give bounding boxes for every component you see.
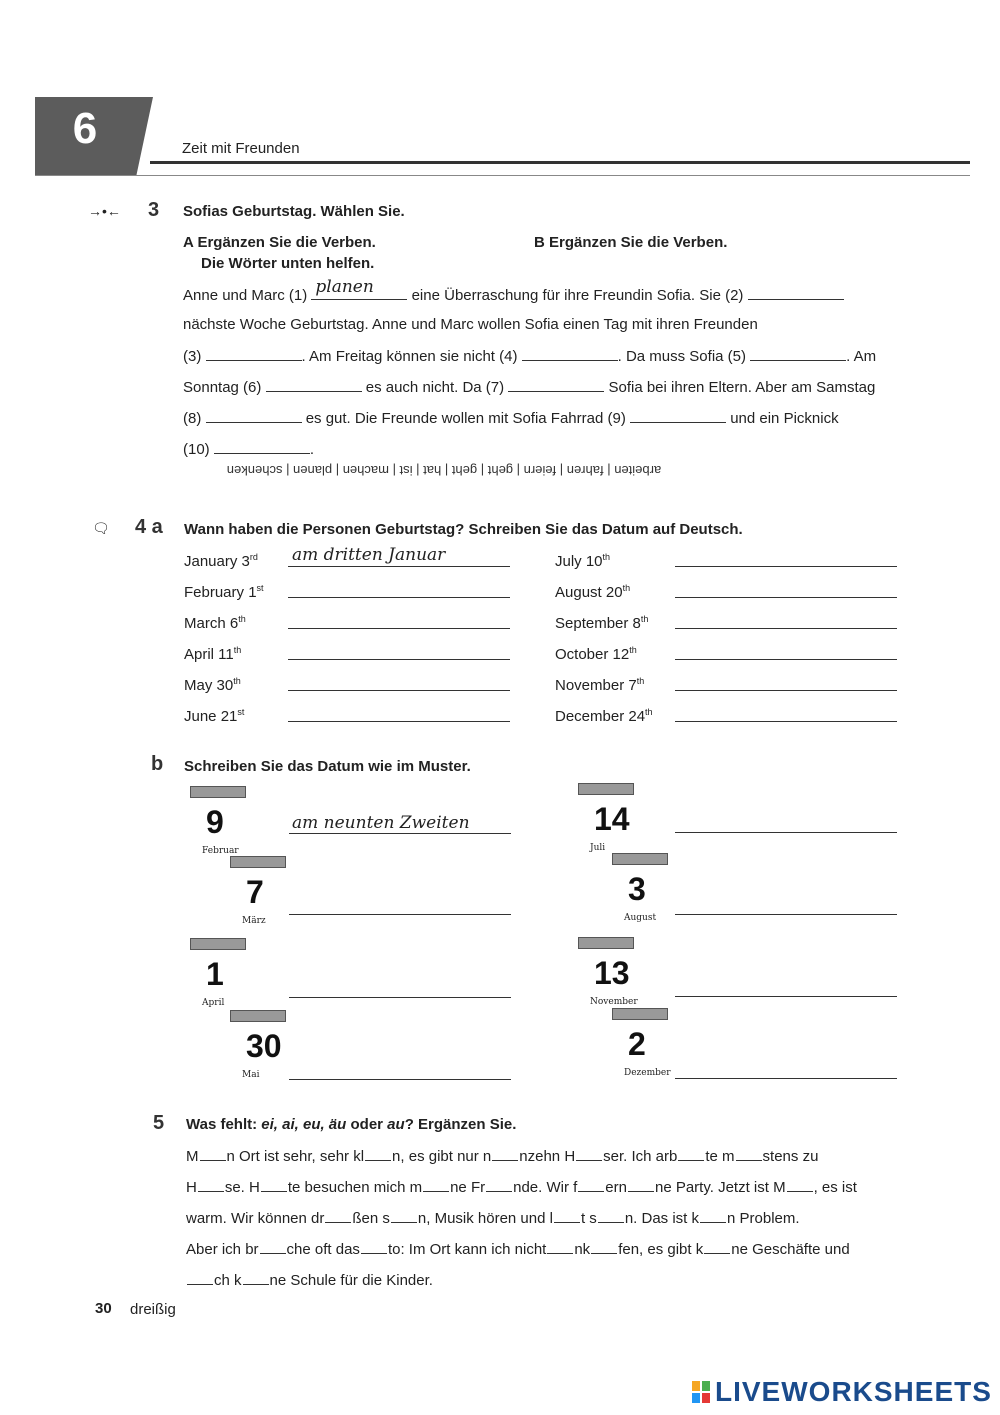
task3-option-a-hint: Die Wörter unten helfen.	[201, 255, 375, 272]
date-label	[184, 552, 258, 570]
vowel-blank[interactable]	[598, 1208, 624, 1223]
date-month: February 1	[184, 584, 257, 601]
vowel-blank[interactable]	[554, 1208, 580, 1223]
calendar-tab	[612, 853, 668, 865]
text-segment: n, es gibt nur n	[392, 1148, 492, 1165]
header-rule	[150, 161, 970, 164]
date-label	[184, 707, 244, 725]
vowel-blank[interactable]	[547, 1239, 573, 1254]
text-segment: stens zu	[762, 1148, 819, 1165]
text: eine Überraschung für ihre Freundin Sofia. Sie (2)	[411, 287, 744, 304]
calendar-month: März	[242, 916, 266, 926]
blank-4[interactable]	[522, 346, 618, 361]
text-segment: se. H	[224, 1179, 260, 1196]
calendar-day: 9	[206, 804, 224, 840]
date-label	[555, 676, 644, 694]
text-segment: nk	[574, 1241, 591, 1258]
calendar-tab	[230, 1010, 286, 1022]
task3-line4	[183, 377, 875, 396]
text-segment: nzehn H	[519, 1148, 576, 1165]
calendar-month: November	[590, 997, 638, 1007]
calendar-icon	[578, 937, 658, 1007]
speech-icon: 🗨	[92, 520, 110, 536]
answer-line[interactable]	[675, 659, 897, 660]
brand-name: LIVEWORKSHEETS	[715, 1376, 992, 1407]
calendar-tab	[578, 783, 634, 795]
date-label	[555, 583, 630, 601]
header-rule-thin	[35, 175, 970, 176]
vowel-blank[interactable]	[704, 1239, 730, 1254]
vowel-blank[interactable]	[486, 1177, 512, 1192]
text-segment: ne Schule für die Kinder.	[269, 1272, 433, 1289]
answer-line[interactable]	[675, 832, 897, 833]
calendar-day: 7	[246, 874, 264, 910]
blank-5[interactable]	[750, 346, 846, 361]
text-segment: n Problem.	[727, 1210, 800, 1227]
vowel-blank[interactable]	[243, 1270, 269, 1285]
vowel-blank[interactable]	[391, 1208, 417, 1223]
answer-1: planen	[315, 277, 374, 297]
date-month: January 3	[184, 553, 250, 570]
text-segment: ern	[605, 1179, 627, 1196]
task4a-number: 4 a	[135, 516, 163, 538]
page-number: 30	[95, 1300, 112, 1317]
vowel-blank[interactable]	[365, 1146, 391, 1161]
chapter-number: 6	[72, 104, 98, 153]
date-label	[555, 707, 653, 725]
date-suffix: st	[237, 707, 245, 717]
text: Anne und Marc (1)	[183, 287, 308, 304]
calendar-month: Dezember	[624, 1068, 671, 1078]
date-month: November 7	[555, 677, 637, 694]
text-segment: n Ort ist sehr, sehr kl	[226, 1148, 365, 1165]
date-suffix: rd	[249, 552, 258, 562]
text-segment: che oft das	[286, 1241, 360, 1258]
text-segment: n, Musik hören und l	[417, 1210, 553, 1227]
calendar-month: Mai	[242, 1070, 260, 1080]
date-label	[184, 583, 264, 601]
text-segment: Aber ich br	[186, 1241, 259, 1258]
calendar-month: Februar	[202, 846, 239, 856]
text-segment: H	[186, 1179, 197, 1196]
date-month: June 21	[184, 708, 238, 725]
calendar-day: 2	[628, 1026, 646, 1062]
text-segment: warm. Wir können dr	[186, 1210, 325, 1227]
task3-title: Sofias Geburtstag. Wählen Sie.	[183, 203, 405, 220]
answer-line[interactable]	[289, 833, 511, 834]
task3-line6	[183, 439, 314, 458]
calendar-tab	[230, 856, 286, 868]
answer-line[interactable]	[675, 996, 897, 997]
calendar-day: 30	[246, 1028, 282, 1064]
task3-option-a: A Ergänzen Sie die Verben.	[183, 234, 376, 251]
task3-line5	[183, 408, 839, 427]
word-bank: arbeiten | fahren | feiern | geht | geht | hat | ist | machen | planen | schenken	[226, 463, 662, 478]
task4b-title: Schreiben Sie das Datum wie im Muster.	[184, 758, 471, 775]
text: .	[309, 441, 315, 458]
text-segment: ne Party. Jetzt ist M	[654, 1179, 786, 1196]
text: (8)	[183, 410, 202, 427]
text: (10)	[183, 441, 210, 458]
task4b-letter: b	[151, 753, 164, 775]
answer-line[interactable]	[288, 721, 510, 722]
date-month: September 8	[555, 615, 641, 632]
vowel-blank[interactable]	[700, 1208, 726, 1223]
vowel-blank[interactable]	[423, 1177, 449, 1192]
calendar-icon	[612, 853, 692, 923]
answer-line[interactable]	[289, 1079, 511, 1080]
calendar-tab	[190, 938, 246, 950]
text: . Da muss Sofia (5)	[617, 348, 746, 365]
arrows-icon: →•←	[88, 203, 121, 219]
task3-line1	[183, 277, 844, 304]
calendar-day: 14	[594, 801, 630, 837]
date-label	[555, 614, 648, 632]
date-month: July 10	[555, 553, 603, 570]
date-month: October 12	[555, 646, 630, 663]
text-segment: te besuchen mich m	[287, 1179, 423, 1196]
vowel-blank[interactable]	[492, 1146, 518, 1161]
date-suffix: th	[238, 614, 246, 624]
date-suffix: th	[645, 707, 653, 717]
blank-9[interactable]	[630, 408, 726, 423]
task5-line	[186, 1270, 433, 1289]
text: ? Ergänzen Sie.	[404, 1116, 517, 1133]
calendar-month: Juli	[590, 843, 606, 853]
blank-1[interactable]	[311, 277, 407, 300]
date-month: December 24	[555, 708, 646, 725]
date-label	[555, 552, 610, 570]
answer-line[interactable]	[675, 597, 897, 598]
text-segment: ne Fr	[450, 1179, 486, 1196]
text: und ein Picknick	[730, 410, 839, 427]
vowel-blank[interactable]	[260, 1239, 286, 1254]
date-month: March 6	[184, 615, 239, 632]
example-answer-4a: am dritten Januar	[292, 545, 446, 565]
date-month: April 11	[184, 646, 234, 663]
vowel-blank[interactable]	[198, 1177, 224, 1192]
answer-line[interactable]	[288, 659, 510, 660]
date-suffix: th	[636, 676, 645, 686]
text-segment: n. Das ist k	[624, 1210, 699, 1227]
vowel-blank[interactable]	[325, 1208, 351, 1223]
text-segment: ser. Ich arb	[603, 1148, 678, 1165]
blank-3[interactable]	[206, 346, 302, 361]
text-segment: to: Im Ort kann ich nicht	[387, 1241, 547, 1258]
calendar-icon	[190, 786, 270, 856]
date-suffix: th	[640, 614, 649, 624]
answer-line[interactable]	[288, 690, 510, 691]
task3-line3	[183, 346, 876, 365]
blank-10[interactable]	[214, 439, 310, 454]
task5-line	[186, 1208, 800, 1227]
calendar-icon	[612, 1008, 692, 1078]
answer-line[interactable]	[289, 997, 511, 998]
calendar-icon	[230, 856, 310, 926]
text: es auch nicht. Da (7)	[365, 379, 505, 396]
vowel-blank[interactable]	[576, 1146, 602, 1161]
date-label	[184, 645, 241, 663]
vowel-blank[interactable]	[678, 1146, 704, 1161]
text-segment: , es ist	[813, 1179, 857, 1196]
date-month: August 20	[555, 584, 623, 601]
text: oder	[346, 1116, 388, 1133]
answer-line[interactable]	[288, 628, 510, 629]
text: Was fehlt:	[186, 1116, 262, 1133]
vowel-blank[interactable]	[628, 1177, 654, 1192]
calendar-day: 13	[594, 955, 630, 991]
answer-line[interactable]	[675, 1078, 897, 1079]
answer-line[interactable]	[675, 721, 897, 722]
vowel-blank[interactable]	[591, 1239, 617, 1254]
vowel-blank[interactable]	[200, 1146, 226, 1161]
answer-line[interactable]	[675, 628, 897, 629]
answer-line[interactable]	[288, 597, 510, 598]
blank-8[interactable]	[206, 408, 302, 423]
vowel-blank[interactable]	[361, 1239, 387, 1254]
vowel-blank[interactable]	[736, 1146, 762, 1161]
date-suffix: th	[629, 645, 637, 655]
text: . Am	[846, 348, 877, 365]
task5-line	[186, 1177, 857, 1196]
calendar-day: 3	[628, 871, 646, 907]
date-suffix: th	[622, 583, 631, 593]
blank-7[interactable]	[508, 377, 604, 392]
answer-line[interactable]	[675, 914, 897, 915]
date-suffix: th	[233, 645, 242, 655]
task3-number: 3	[148, 199, 160, 221]
task5-title	[186, 1116, 516, 1133]
calendar-icon	[578, 783, 658, 853]
text: . Am Freitag können sie nicht (4)	[301, 348, 518, 365]
text: (3)	[183, 348, 202, 365]
text-segment: ßen s	[352, 1210, 390, 1227]
page-word: dreißig	[130, 1301, 176, 1318]
date-month: May 30	[184, 677, 234, 694]
date-suffix: th	[602, 552, 611, 562]
text: ei, ai, eu, äu	[261, 1116, 347, 1133]
date-label	[555, 645, 637, 663]
chapter-title: Zeit mit Freunden	[182, 140, 300, 157]
task4a-title: Wann haben die Personen Geburtstag? Schreiben Sie das Datum auf Deutsch.	[184, 521, 743, 538]
vowel-blank[interactable]	[261, 1177, 287, 1192]
answer-line[interactable]	[675, 690, 897, 691]
text-segment: M	[186, 1148, 199, 1165]
date-label	[184, 676, 241, 694]
vowel-blank[interactable]	[187, 1270, 213, 1285]
example-answer-4b: am neunten Zweiten	[292, 813, 470, 833]
vowel-blank[interactable]	[787, 1177, 813, 1192]
calendar-tab	[612, 1008, 668, 1020]
text-segment: fen, es gibt k	[618, 1241, 704, 1258]
calendar-tab	[190, 786, 246, 798]
blank-2[interactable]	[748, 285, 844, 300]
calendar-day: 1	[206, 956, 224, 992]
calendar-tab	[578, 937, 634, 949]
calendar-month: August	[624, 913, 657, 923]
text-segment: nde. Wir f	[513, 1179, 578, 1196]
text-segment: te m	[705, 1148, 735, 1165]
date-label	[184, 614, 246, 632]
task3-line2: nächste Woche Geburtstag. Anne und Marc wollen Sofia einen Tag mit ihren Freunden	[183, 316, 758, 333]
answer-line[interactable]	[288, 566, 510, 567]
answer-line[interactable]	[675, 566, 897, 567]
text-segment: t s	[580, 1210, 597, 1227]
text: es gut. Die Freunde wollen mit Sofia Fahrrad (9)	[305, 410, 626, 427]
calendar-icon	[230, 1010, 310, 1080]
calendar-icon	[190, 938, 270, 1008]
vowel-blank[interactable]	[578, 1177, 604, 1192]
task5-line	[186, 1239, 850, 1258]
text-segment: ne Geschäfte und	[731, 1241, 850, 1258]
text: Sonntag (6)	[183, 379, 262, 396]
date-suffix: st	[256, 583, 264, 593]
text-segment: ch k	[214, 1272, 242, 1289]
task5-number: 5	[153, 1112, 165, 1134]
answer-line[interactable]	[289, 914, 511, 915]
text: au	[387, 1116, 405, 1133]
task5-line	[186, 1146, 818, 1165]
task3-option-b: B Ergänzen Sie die Verben.	[534, 234, 728, 251]
calendar-month: April	[202, 998, 225, 1008]
text: Sofia bei ihren Eltern. Aber am Samstag	[608, 379, 876, 396]
brand-logo-icon	[692, 1381, 710, 1403]
date-suffix: th	[233, 676, 241, 686]
blank-6[interactable]	[266, 377, 362, 392]
